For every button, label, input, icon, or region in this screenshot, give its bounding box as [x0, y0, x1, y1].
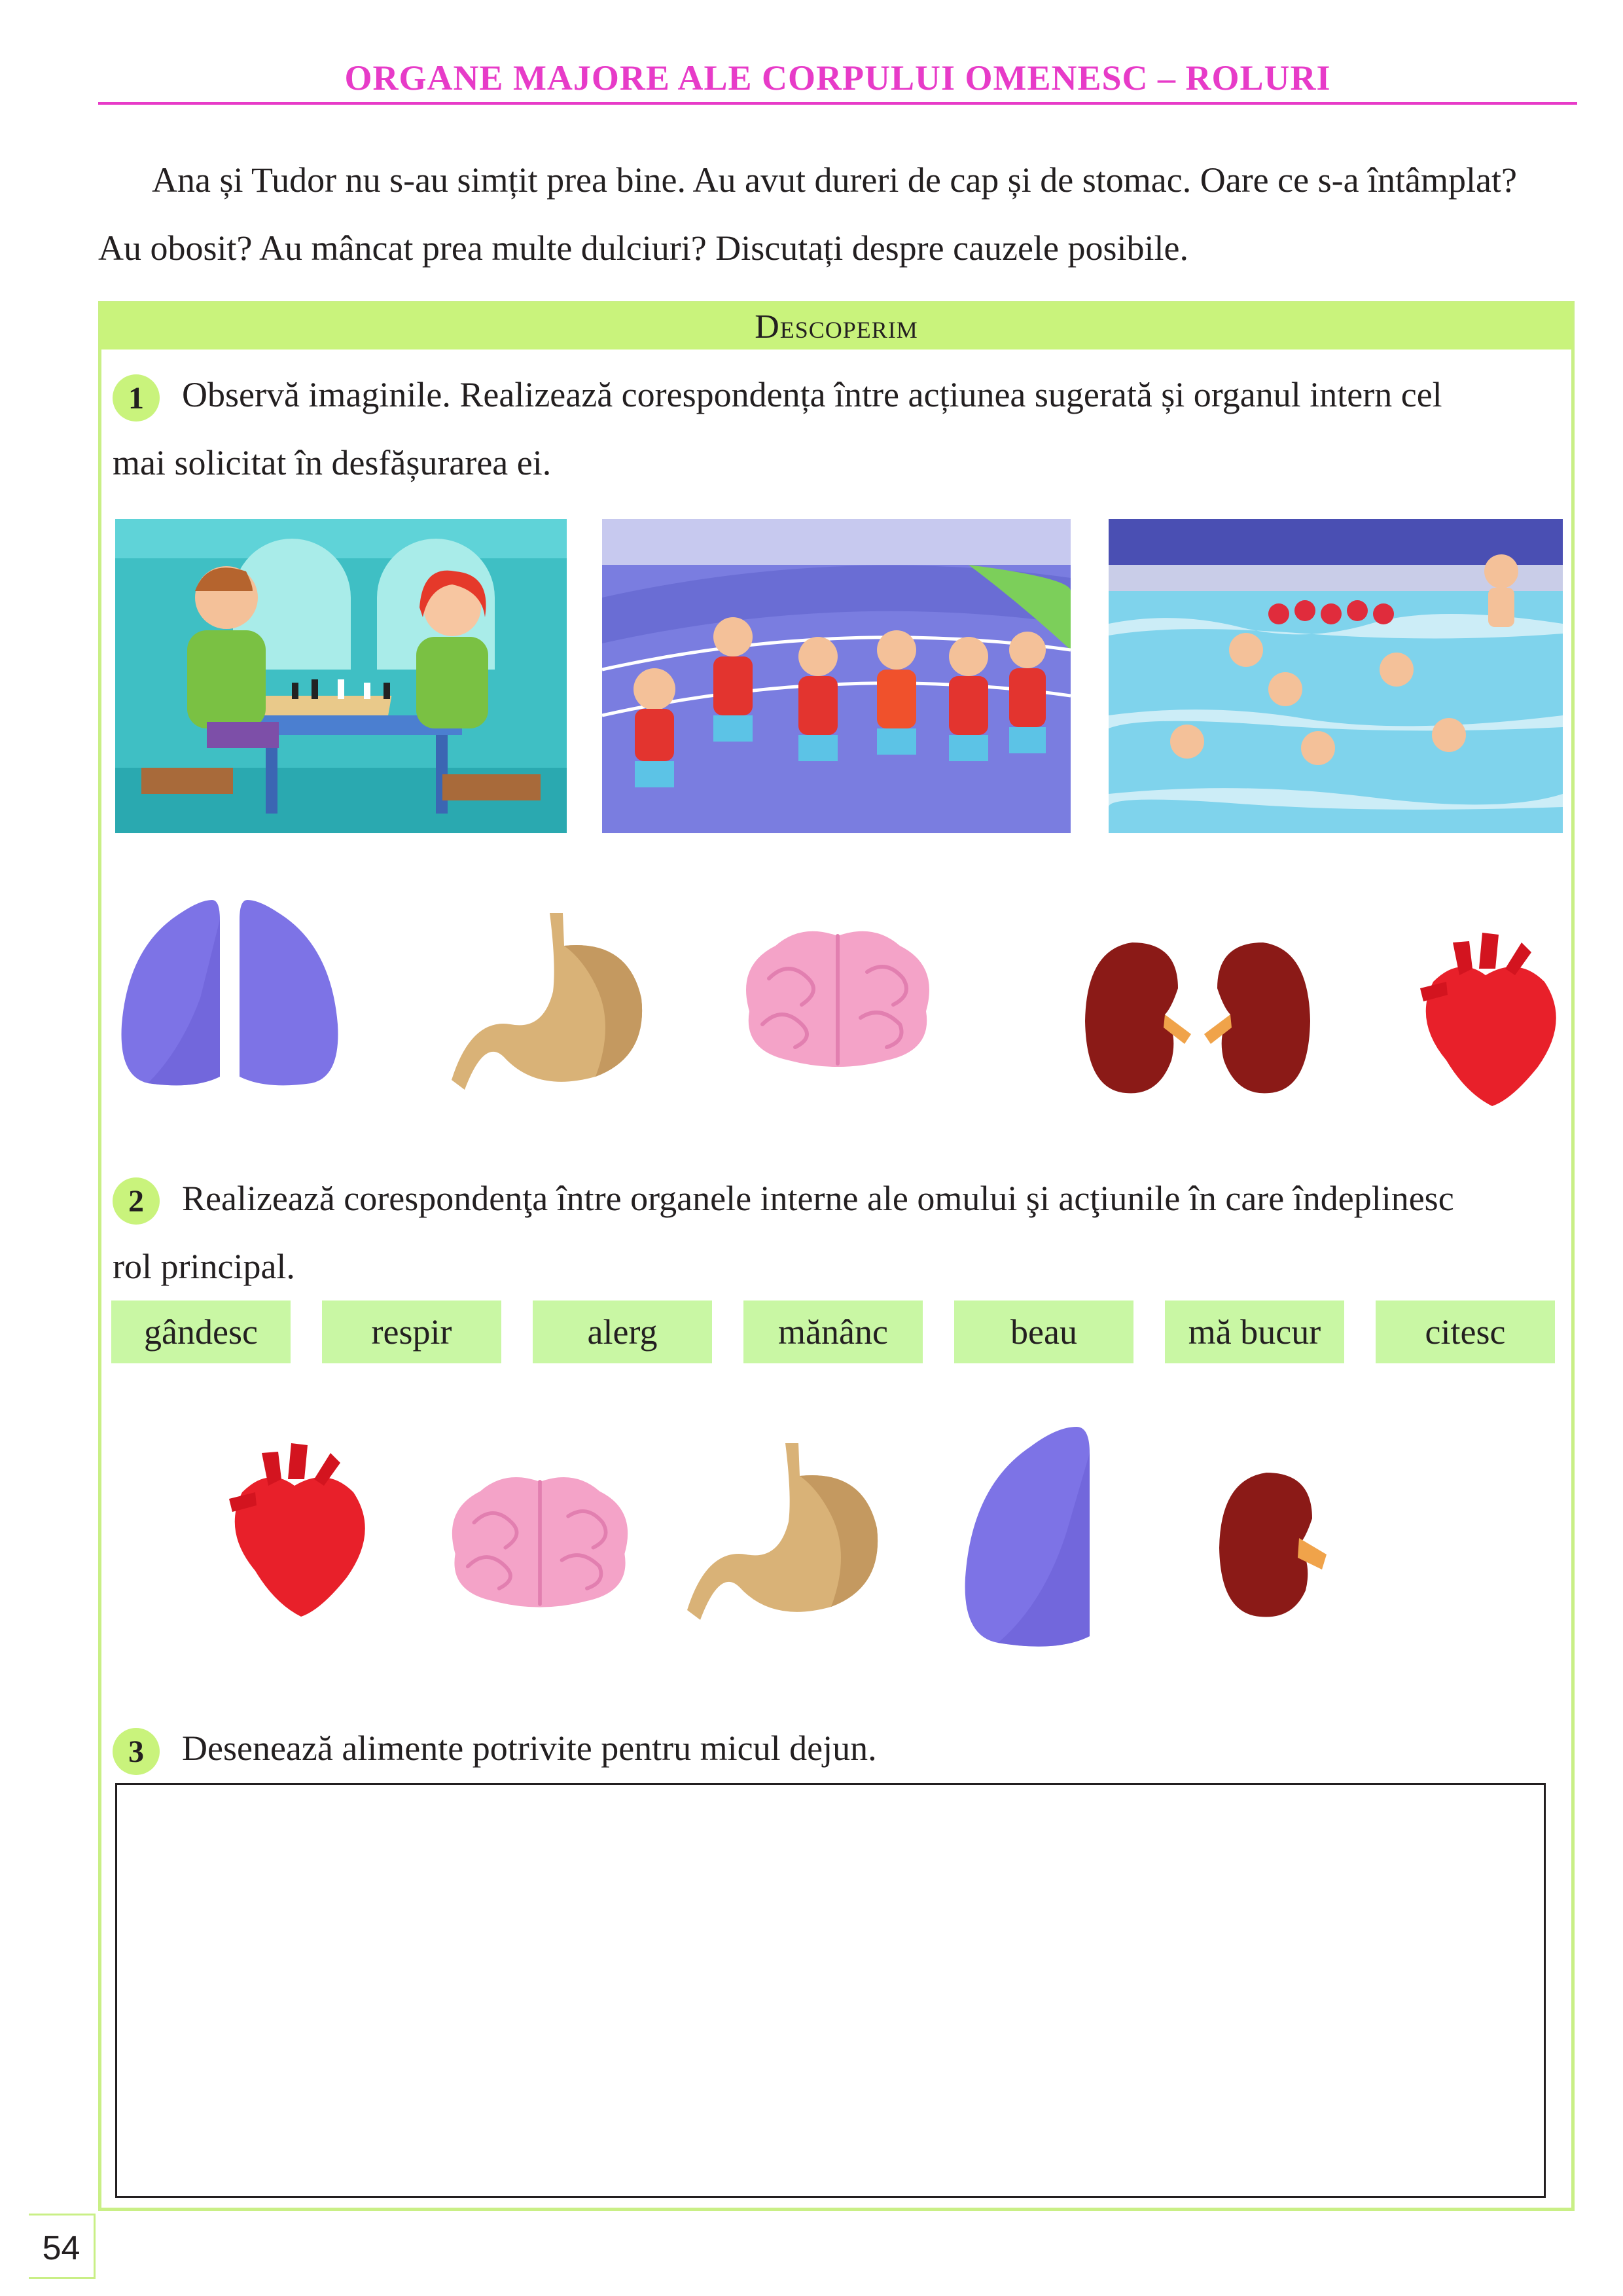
brain-icon: [730, 920, 946, 1077]
intro-line-1: Ana și Tudor nu s-au simțit prea bine. Au avut dureri de cap și de stomac. Oare ce s-a întâmplat?: [152, 160, 1517, 200]
exercise-2-text-line-2: rol principal.: [113, 1247, 295, 1286]
exercise-1-text-line-2: mai solicitat în desfășurarea ei.: [113, 443, 552, 482]
action-chip-ma-bucur[interactable]: mă bucur: [1165, 1300, 1344, 1363]
action-chip-gandesc[interactable]: gândesc: [111, 1300, 291, 1363]
lung-icon[interactable]: [959, 1420, 1096, 1656]
action-chip-alerg[interactable]: alerg: [533, 1300, 712, 1363]
chess-scene-image: [115, 519, 567, 833]
heart-icon[interactable]: [216, 1440, 373, 1623]
drawing-area[interactable]: [115, 1783, 1546, 2198]
exercise-1-number: 1: [113, 374, 160, 422]
action-chip-citesc[interactable]: citesc: [1376, 1300, 1555, 1363]
exercise-2-number: 2: [113, 1177, 160, 1225]
page-number: 54: [29, 2214, 96, 2279]
heart-icon: [1407, 929, 1564, 1113]
action-chip-manac[interactable]: mănânc: [743, 1300, 923, 1363]
intro-line-2: Au obosit? Au mâncat prea multe dulciuri? Discutați despre cauzele posibile.: [98, 228, 1188, 268]
action-chip-beau[interactable]: beau: [954, 1300, 1133, 1363]
swimming-pool-image: [1109, 519, 1563, 833]
exercise-1-text-line-1: Observă imaginile. Realizează corespondența între acțiunea sugerată și organul intern cel: [182, 375, 1442, 414]
stomach-icon[interactable]: [681, 1437, 890, 1633]
exercise-3-number: 3: [113, 1728, 160, 1775]
title-underline: [98, 102, 1577, 105]
exercise-3-text: Desenează alimente potrivite pentru micul dejun.: [182, 1729, 877, 1768]
exercise-2-text-line-1: Realizează corespondenţa între organele interne ale omului şi acţiunile în care îndeplinesc: [182, 1179, 1454, 1218]
section-header: Descoperim: [99, 302, 1573, 350]
running-race-image: [602, 519, 1071, 833]
brain-icon[interactable]: [435, 1466, 645, 1617]
action-chip-respir[interactable]: respir: [322, 1300, 501, 1363]
page-title: ORGANE MAJORE ALE CORPULUI OMENESC – ROLURI: [344, 58, 1331, 98]
kidney-icon[interactable]: [1214, 1466, 1329, 1623]
stomach-icon: [445, 906, 654, 1103]
kidneys-icon: [1080, 936, 1315, 1100]
lungs-icon: [115, 893, 344, 1096]
